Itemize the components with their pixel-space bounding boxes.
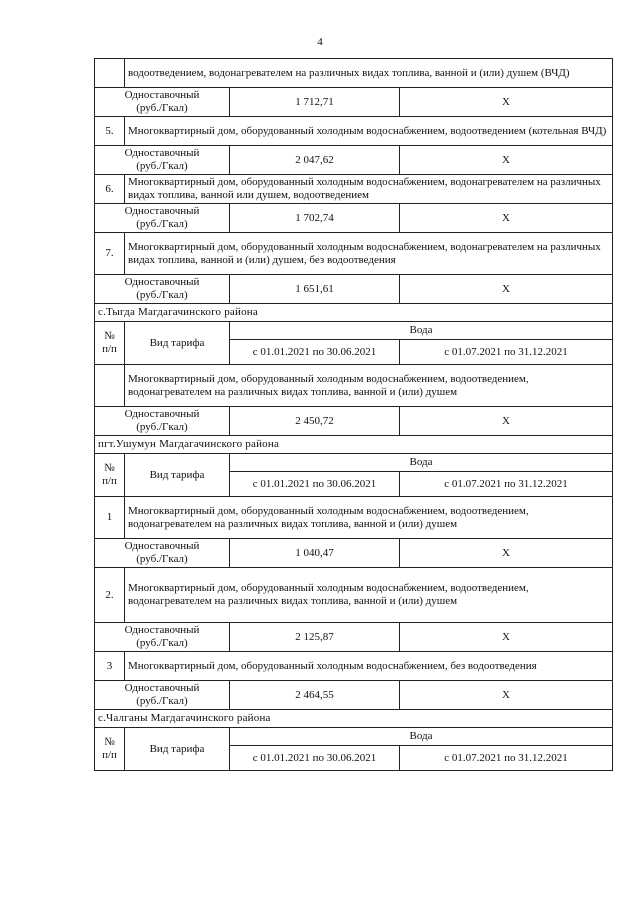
section-title: с.Чалганы Магдагачинского района [95,710,613,728]
tariff-table [94,58,613,771]
header-period1: с 01.01.2021 по 30.06.2021 [230,340,400,365]
table-row [95,497,613,539]
header-tariff-type: Вид тарифа [125,728,230,771]
tariff-value-period2: Х [400,539,613,568]
consumer-description: Многоквартирный дом, оборудованный холодным водоснабжением, водонагревателем на различных видах топлива, ванной или душем, водоотведением [125,175,613,204]
tariff-row [95,88,613,117]
tariff-row [95,204,613,233]
table-row [95,59,613,88]
table-row [95,233,613,275]
section-title: пгт.Ушумун Магдагачинского района [95,436,613,454]
tariff-type-label: Одноставочный (руб./Гкал) [95,88,230,117]
row-number: 7. [95,233,125,275]
header-row [95,728,613,746]
header-period1: с 01.01.2021 по 30.06.2021 [230,472,400,497]
tariff-row [95,623,613,652]
header-number: № п/п [95,322,125,365]
tariff-value-period2: Х [400,623,613,652]
tariff-value-period1: 1 040,47 [230,539,400,568]
tariff-type-label: Одноставочный (руб./Гкал) [95,623,230,652]
tariff-row [95,275,613,304]
row-number [95,365,125,407]
tariff-type-label: Одноставочный (руб./Гкал) [95,204,230,233]
tariff-value-period2: Х [400,275,613,304]
tariff-type-label: Одноставочный (руб./Гкал) [95,146,230,175]
tariff-type-label: Одноставочный (руб./Гкал) [95,275,230,304]
tariff-value-period2: Х [400,146,613,175]
consumer-description: Многоквартирный дом, оборудованный холодным водоснабжением, без водоотведения [125,652,613,681]
consumer-description: водоотведением, водонагревателем на различных видах топлива, ванной и (или) душем (ВЧД) [125,59,613,88]
tariff-value-period1: 1 712,71 [230,88,400,117]
page-number: 4 [317,36,323,48]
section-row [95,710,613,728]
tariff-value-period2: Х [400,681,613,710]
header-water: Вода [230,454,613,472]
header-period1: с 01.01.2021 по 30.06.2021 [230,746,400,771]
tariff-value-period1: 1 651,61 [230,275,400,304]
table-row [95,652,613,681]
header-water: Вода [230,322,613,340]
header-period2: с 01.07.2021 по 31.12.2021 [400,340,613,365]
consumer-description: Многоквартирный дом, оборудованный холодным водоснабжением, водоотведением, водонагревателем на различных видах топлива, ванной и (или) душем [125,497,613,539]
header-number: № п/п [95,454,125,497]
table-row [95,365,613,407]
header-tariff-type: Вид тарифа [125,454,230,497]
consumer-description: Многоквартирный дом, оборудованный холодным водоснабжением, водоотведением, водонагревателем на различных видах топлива, ванной и (или) душем [125,568,613,623]
header-row [95,322,613,340]
header-number: № п/п [95,728,125,771]
tariff-value-period1: 2 047,62 [230,146,400,175]
tariff-type-label: Одноставочный (руб./Гкал) [95,539,230,568]
tariff-type-label: Одноставочный (руб./Гкал) [95,681,230,710]
consumer-description: Многоквартирный дом, оборудованный холодным водоснабжением, водонагревателем на различных видах топлива, ванной и (или) душем, без водоотведения [125,233,613,275]
header-period2: с 01.07.2021 по 31.12.2021 [400,472,613,497]
tariff-value-period2: Х [400,88,613,117]
header-tariff-type: Вид тарифа [125,322,230,365]
section-row [95,304,613,322]
tariff-value-period2: Х [400,204,613,233]
row-number: 3 [95,652,125,681]
consumer-description: Многоквартирный дом, оборудованный холодным водоснабжением, водоотведением (котельная ВЧД) [125,117,613,146]
tariff-value-period1: 1 702,74 [230,204,400,233]
row-number: 1 [95,497,125,539]
header-row [95,454,613,472]
row-number: 2. [95,568,125,623]
consumer-description: Многоквартирный дом, оборудованный холодным водоснабжением, водоотведением, водонагревателем на различных видах топлива, ванной и (или) душем [125,365,613,407]
tariff-value-period2: Х [400,407,613,436]
tariff-row [95,539,613,568]
tariff-row [95,146,613,175]
tariff-row [95,407,613,436]
section-title: с.Тыгда Магдагачинского района [95,304,613,322]
table-row [95,568,613,623]
section-row [95,436,613,454]
row-number: 6. [95,175,125,204]
tariff-value-period1: 2 464,55 [230,681,400,710]
tariff-value-period1: 2 450,72 [230,407,400,436]
table-row [95,117,613,146]
header-water: Вода [230,728,613,746]
header-period2: с 01.07.2021 по 31.12.2021 [400,746,613,771]
tariff-value-period1: 2 125,87 [230,623,400,652]
row-number: 5. [95,117,125,146]
table-row [95,175,613,204]
row-number [95,59,125,88]
tariff-type-label: Одноставочный (руб./Гкал) [95,407,230,436]
tariff-row [95,681,613,710]
